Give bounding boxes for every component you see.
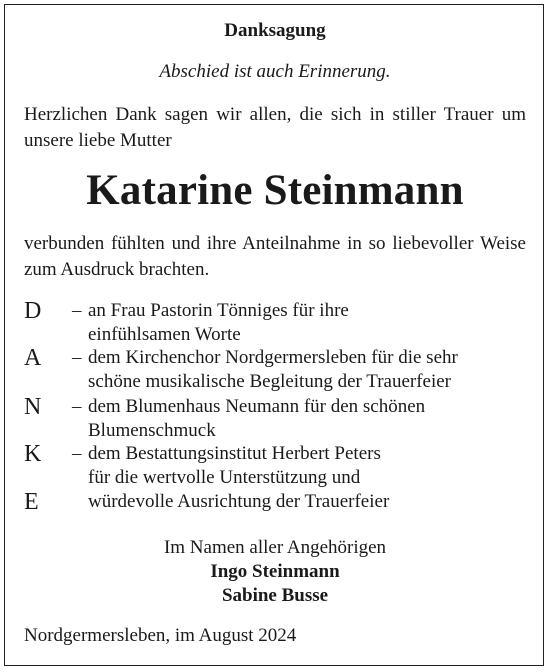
entry-dash: – — [72, 347, 82, 368]
entry-dash: – — [72, 443, 82, 464]
danke-letter-n: N — [24, 394, 42, 420]
signoff-block — [0, 536, 550, 608]
closing-text: verbunden fühlten und ihre Anteilnahme in so liebevoller Weise zum Ausdruck brachten. — [24, 233, 526, 280]
danke-letter-d: D — [24, 298, 42, 324]
notice-title: Danksagung — [224, 20, 326, 41]
entry-line: für die wertvolle Unterstützung und — [88, 467, 361, 488]
thanks-entry — [72, 346, 532, 394]
signatory-name: Ingo Steinmann — [210, 561, 340, 582]
signatory-name: Sabine Busse — [221, 585, 329, 606]
thanks-entry — [72, 299, 532, 347]
notice-subtitle: Abschied ist auch Erinnerung. — [159, 61, 391, 82]
deceased-name: Katarine Steinmann — [86, 167, 464, 214]
entry-line: dem Blumenhaus Neumann für den schönen — [88, 396, 426, 417]
entry-line: würdevolle Ausrichtung der Trauerfeier — [88, 491, 390, 512]
entry-line: dem Bestattungsinstitut Herbert Peters — [88, 443, 381, 464]
entry-line: dem Kirchenchor Nordgermersleben für die sehr — [88, 347, 458, 368]
entry-line: einfühlsamen Worte — [88, 324, 241, 345]
signoff-line: Im Namen aller Angehörigen — [163, 537, 387, 558]
thanks-entry — [72, 395, 532, 443]
intro-text: Herzlichen Dank sagen wir allen, die sich in stiller Trauer um unsere liebe Mutter — [24, 104, 526, 151]
entry-line: schöne musikalische Begleitung der Trauerfeier — [88, 371, 452, 392]
entry-line: an Frau Pastorin Tönniges für ihre — [88, 300, 349, 321]
danke-letter-a: A — [24, 345, 42, 371]
danke-letter-e: E — [24, 489, 39, 515]
entry-dash: – — [72, 396, 82, 417]
entry-line: Blumenschmuck — [88, 420, 216, 441]
thanks-entry — [72, 442, 532, 514]
entry-dash: – — [72, 300, 82, 321]
place-date: Nordgermersleben, im August 2024 — [24, 625, 297, 646]
danke-letter-k: K — [24, 441, 42, 467]
